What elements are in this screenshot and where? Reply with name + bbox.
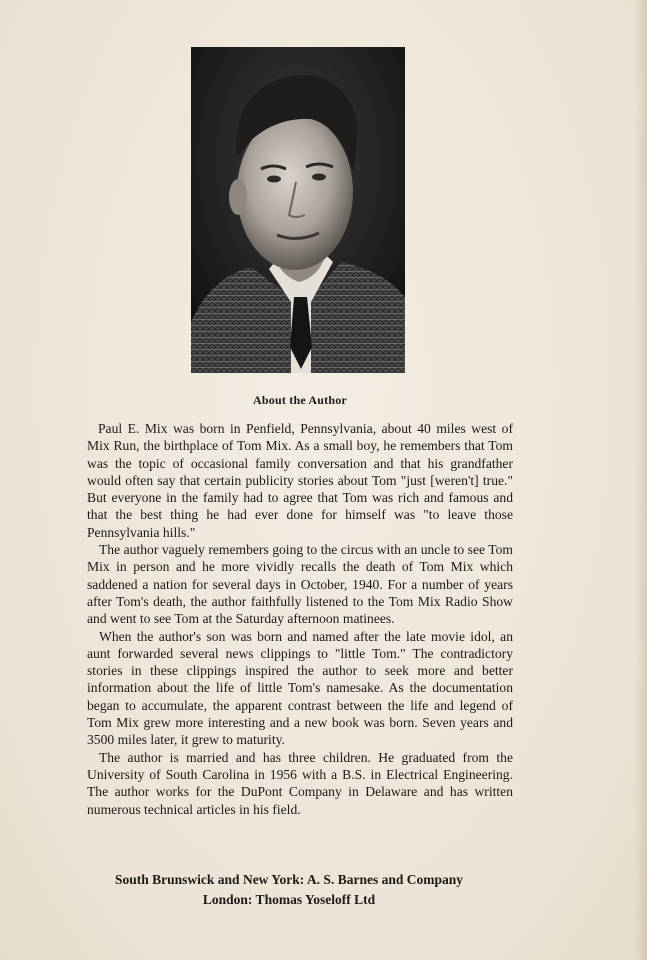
author-bio [87,420,513,818]
publisher-line-us: South Brunswick and New York: A. S. Barnes and Company [115,872,463,887]
bio-paragraph: The author is married and has three children. He graduated from the University of South Carolina in 1956 with a B.S. in Electrical Engineering. The author works for the DuPont Company in Delaware and has written numerous technical articles in his field. [87,749,513,817]
bio-paragraph: The author vaguely remembers going to the circus with an uncle to see Tom Mix in person and he more vividly recalls the death of Tom Mix which saddened a nation for several days in October, 1940. For a number of years after Tom's death, the author faithfully listened to the Tom Mix Radio Show and went to see Tom at the Saturday afternoon matinees. [87,542,513,627]
bio-paragraph: Paul E. Mix was born in Penfield, Pennsylvania, about 40 miles west of Mix Run, the birthplace of Tom Mix. As a small boy, he remembers that Tom was the topic of occasional family conversation and that his grandfather would often say that certain publicity stories about Tom "just [weren't] true." But everyone in the family had to agree that Tom was rich and famous and that the best thing he had ever done for himself was "to leave those Pennsylvania hills." [87,421,513,540]
bio-paragraph: When the author's son was born and named after the late movie idol, an aunt forwarded several news clippings to "little Tom." The contradictory stories in these clippings inspired the author to seek more and better information about the life of little Tom's namesake. As the documentation began to accumulate, the apparent contrast between the life and legend of Tom Mix grew more interesting and a new book was born. Seven years and 3500 miles later, it grew to maturity. [87,628,513,748]
author-photo [191,47,405,373]
publisher-line-london: London: Thomas Yoseloff Ltd [202,892,376,907]
publisher-imprint [0,870,578,910]
page-edge-shadow [635,0,647,960]
about-author-heading: About the Author [253,393,347,407]
